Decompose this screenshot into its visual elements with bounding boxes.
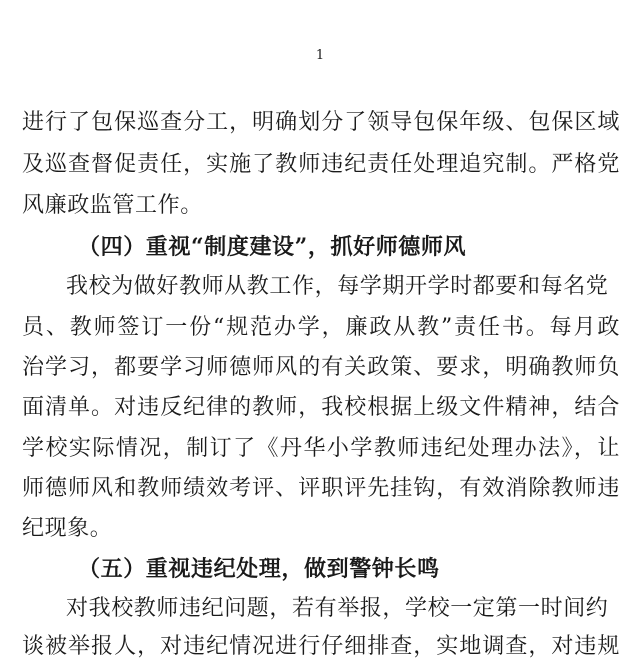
paragraph-line: 风廉政监管工作。 xyxy=(22,193,203,218)
paragraph-line: 我校为做好教师从教工作，每学期开学时都要和每名党 xyxy=(66,274,609,299)
paragraph-line: 学校实际情况，制订了《丹华小学教师违纪处理办法》，让 xyxy=(22,436,620,461)
paragraph-line: 面清单。对违反纪律的教师，我校根据上级文件精神，结合 xyxy=(22,395,620,420)
paragraph-line: 纪现象。 xyxy=(22,516,113,541)
paragraph-line: 员、教师签订一份“规范办学，廉政从教”责任书。每月政 xyxy=(22,315,620,340)
section-heading-5: （五）重视违纪处理，做到警钟长鸣 xyxy=(78,556,440,582)
paragraph-line: 对我校教师违纪问题，若有举报，学校一定第一时间约 xyxy=(66,596,609,621)
paragraph-line: 治学习，都要学习师德师风的有关政策、要求，明确教师负 xyxy=(22,355,620,380)
paragraph-line: 师德师风和教师绩效考评、评职评先挂钩，有效消除教师违 xyxy=(22,476,620,501)
page-number: 1 xyxy=(315,48,325,63)
paragraph-line: 及巡查督促责任，实施了教师违纪责任处理追究制。严格党 xyxy=(22,152,620,177)
paragraph-line-cut: 谈被举报人，对违纪情况进行仔细排查，实地调查，对违规 xyxy=(22,634,620,659)
paragraph-line: 进行了包保巡查分工，明确划分了领导包保年级、包保区域 xyxy=(22,110,620,135)
section-heading-4: （四）重视“制度建设”，抓好师德师风 xyxy=(78,234,467,260)
